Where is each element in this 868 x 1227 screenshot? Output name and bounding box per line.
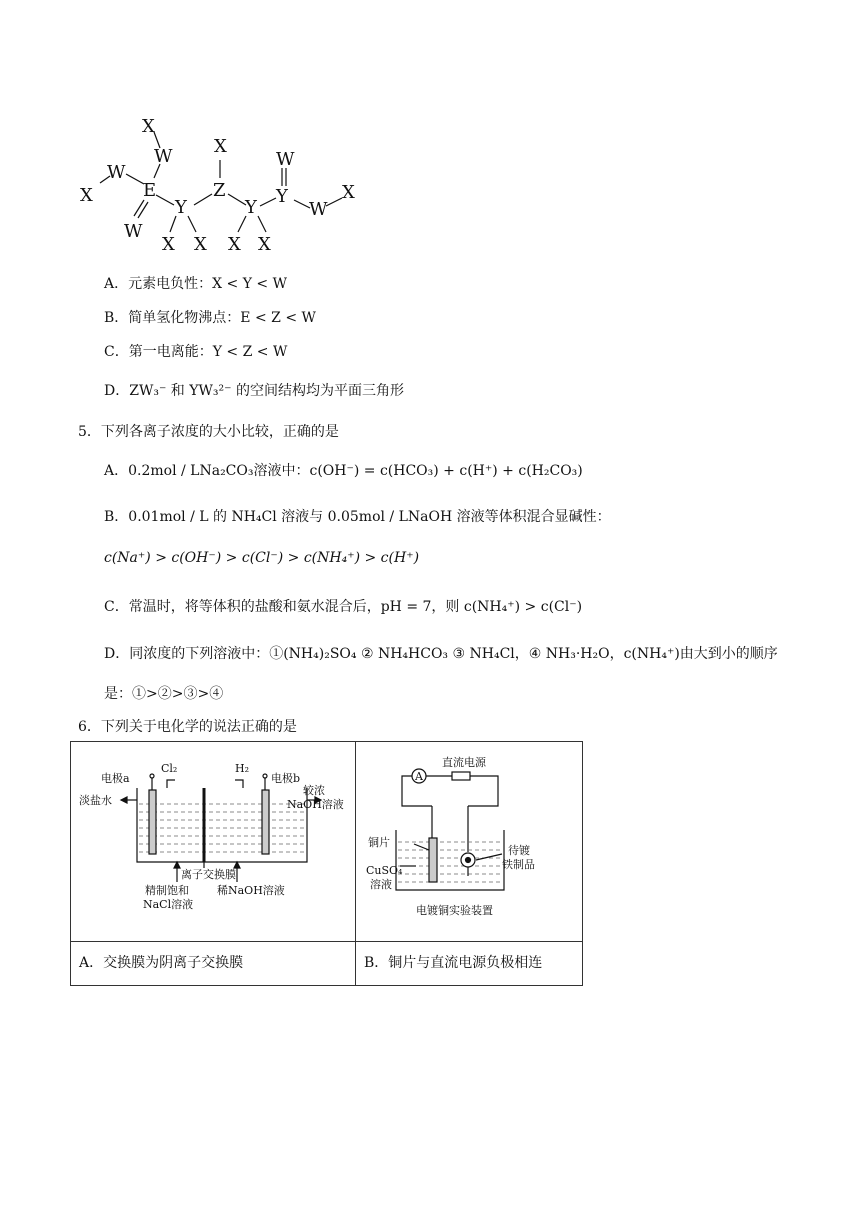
q4-option-d: D．ZW₃⁻ 和 YW₃²⁻ 的空间结构均为平面三角形 <box>104 383 404 399</box>
label-membrane: 离子交换膜 <box>181 868 236 881</box>
q4-option-a: A．元素电负性：X < Y < W <box>104 276 287 292</box>
molecular-structure-diagram <box>70 110 370 260</box>
label-item-1: 待镀 <box>508 844 530 857</box>
label-power: 直流电源 <box>442 756 486 769</box>
label-copper: 铜片 <box>368 836 390 849</box>
atom-label: X <box>342 182 355 203</box>
label-electrode-b: 电极b <box>271 772 301 785</box>
atom-label: Y <box>175 197 187 218</box>
figure-b-cell <box>356 742 583 942</box>
atom-label: Y <box>276 186 288 207</box>
q6-options-table <box>70 741 583 986</box>
label-in-right: 稀NaOH溶液 <box>217 884 285 897</box>
q5-option-c: C．常温时，将等体积的盐酸和氨水混合后，pH = 7，则 c(NH₄⁺) > c(Cl⁻) <box>104 599 583 615</box>
electrolysis-cell-diagram <box>71 742 355 937</box>
q6-option-b: B．铜片与直流电源负极相连 <box>364 955 543 971</box>
label-in-left-2: NaCl溶液 <box>143 898 194 911</box>
q6-option-b-cell <box>356 942 583 986</box>
atom-label: X <box>162 234 175 255</box>
q5-option-d: D．同浓度的下列溶液中：①(NH₄)₂SO₄ ② NH₄HCO₃ ③ NH₄Cl，④ NH₃·H₂O，c(NH₄⁺)由大到小的顺序 <box>104 646 778 662</box>
q5-option-b: B．0.01mol / L 的 NH₄Cl 溶液与 0.05mol / LNaOH 溶液等体积混合显碱性： <box>104 509 611 525</box>
label-out-left: 淡盐水 <box>79 794 112 807</box>
q6-option-a-cell <box>71 942 356 986</box>
label-cl2: Cl₂ <box>161 762 178 775</box>
label-item-2: 铁制品 <box>502 858 535 871</box>
figure-a-cell <box>71 742 356 942</box>
atom-label: X <box>80 185 93 206</box>
atom-label: W <box>154 146 173 167</box>
atom-label: W <box>276 149 295 170</box>
q6-stem: 6．下列关于电化学的说法正确的是 <box>78 719 297 735</box>
label-caption: 电镀铜实验装置 <box>416 904 493 917</box>
label-out-right-2: NaOH溶液 <box>287 798 344 811</box>
label-in-left-1: 精制饱和 <box>145 884 189 897</box>
label-ammeter: A <box>415 770 423 783</box>
label-out-right-1: 较浓 <box>303 784 325 797</box>
electroplating-diagram <box>356 742 582 937</box>
q5-option-b-expression: c(Na⁺) > c(OH⁻) > c(Cl⁻) > c(NH₄⁺) > c(H⁺) <box>104 550 420 566</box>
atom-label: Y <box>245 197 257 218</box>
q6-option-a: A．交换膜为阴离子交换膜 <box>79 955 244 971</box>
label-cuso4-2: 溶液 <box>370 878 392 891</box>
atom-label: X <box>214 136 227 157</box>
atom-label: X <box>142 116 155 137</box>
atom-label: Z <box>213 180 226 201</box>
label-cuso4-1: CuSO₄ <box>366 864 403 877</box>
q4-option-b: B．简单氢化物沸点：E < Z < W <box>104 310 316 326</box>
label-h2: H₂ <box>235 762 250 775</box>
atom-label: X <box>194 234 207 255</box>
q4-option-c: C．第一电离能：Y < Z < W <box>104 344 288 360</box>
label-electrode-a: 电极a <box>101 772 130 785</box>
atom-label: X <box>228 234 241 255</box>
atom-label: W <box>309 199 328 220</box>
atom-label: W <box>124 221 143 242</box>
q5-stem: 5．下列各离子浓度的大小比较，正确的是 <box>78 424 339 440</box>
atom-label: W <box>107 162 126 183</box>
q5-option-a: A．0.2mol / LNa₂CO₃溶液中：c(OH⁻) = c(HCO₃) + c(H⁺) + c(H₂CO₃) <box>104 463 583 479</box>
atom-label: X <box>258 234 271 255</box>
q5-option-d-continued: 是：①>②>③>④ <box>104 686 224 702</box>
atom-label: E <box>143 180 157 201</box>
